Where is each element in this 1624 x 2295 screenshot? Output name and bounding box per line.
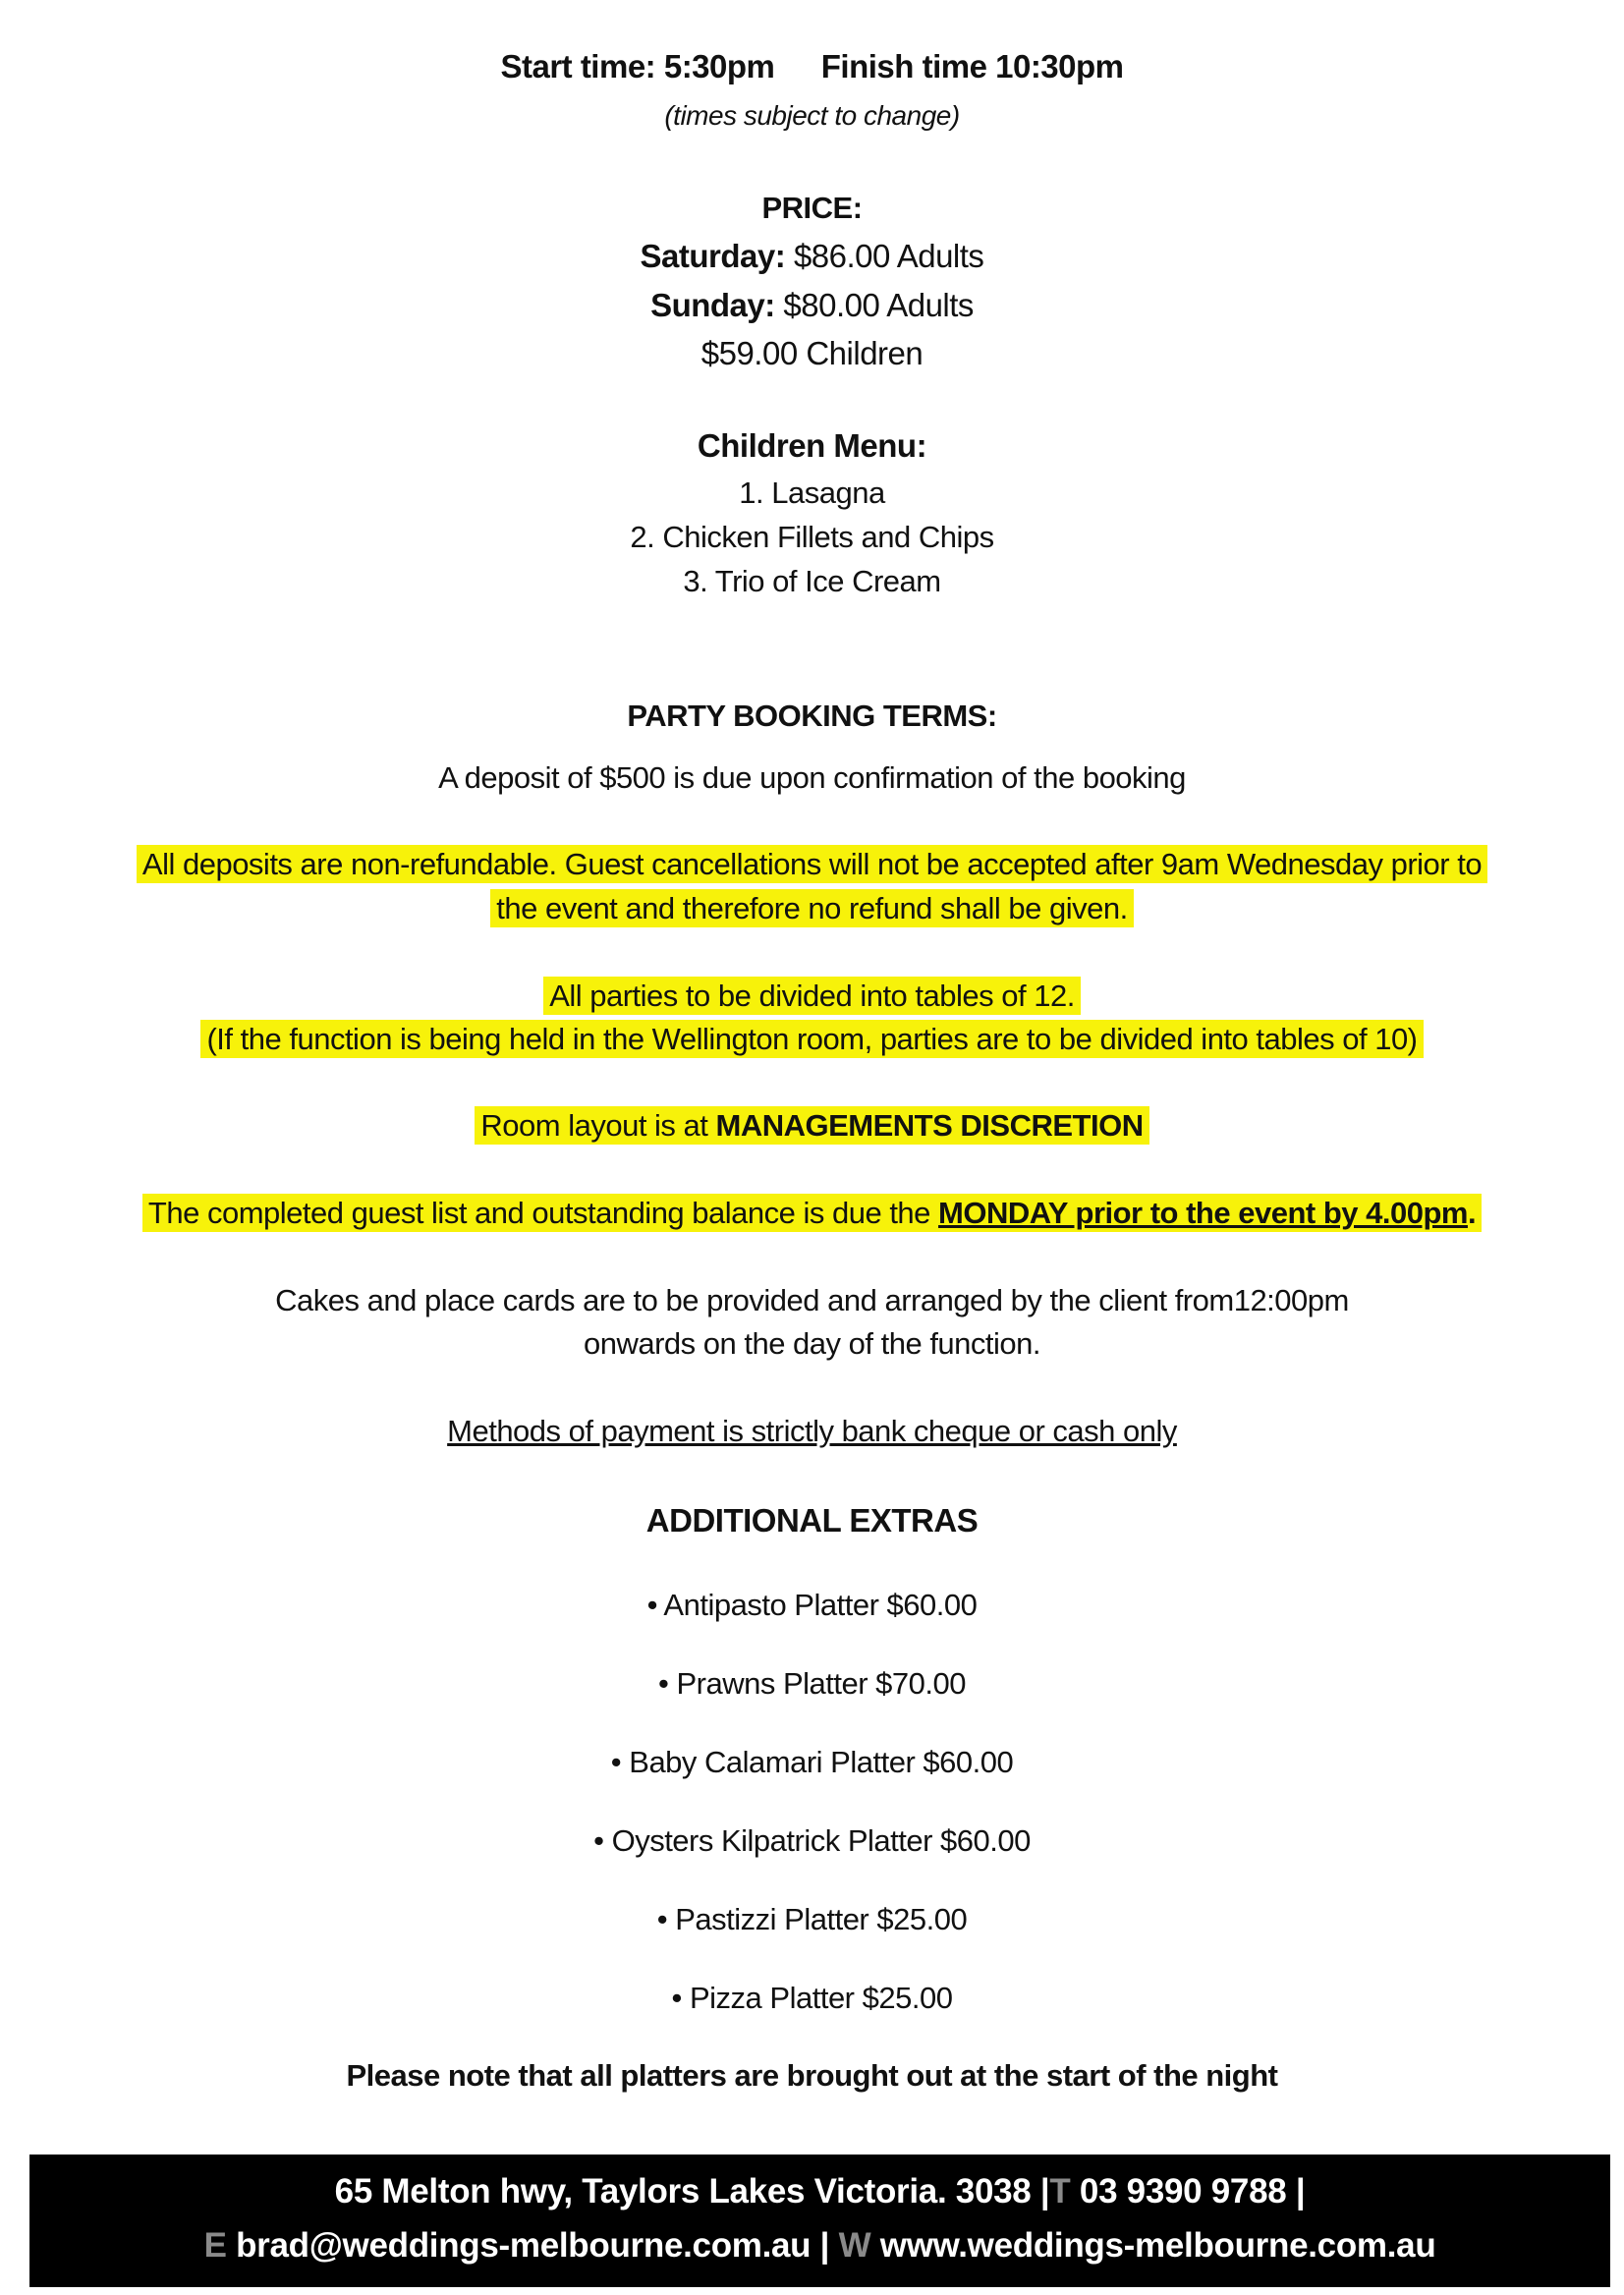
- footer-w-label: W: [838, 2226, 871, 2265]
- extras-item: • Pizza Platter $25.00: [671, 1981, 953, 2015]
- extras-heading: ADDITIONAL EXTRAS: [645, 1502, 979, 1539]
- refund-text-2: the event and therefore no refund shall be given.: [490, 889, 1133, 927]
- start-time-value: 5:30pm: [663, 48, 775, 84]
- footer-t-label: T: [1049, 2172, 1071, 2211]
- footer-address: 65 Melton hwy, Taylors Lakes Victoria. 3038 |: [334, 2172, 1050, 2211]
- layout-line: [0, 1104, 1624, 1148]
- tables-text-1: All parties to be divided into tables of 12.: [543, 977, 1081, 1015]
- extras-item: • Pastizzi Platter $25.00: [656, 1902, 968, 1936]
- refund-line-2: [0, 887, 1624, 930]
- finish-time-value: 10:30pm: [995, 48, 1124, 84]
- guestlist-bold: MONDAY prior to the event by 4.00pm: [938, 1196, 1468, 1230]
- tables-line-2: [0, 1018, 1624, 1061]
- footer-e-label: E: [203, 2226, 227, 2265]
- refund-text-1: All deposits are non-refundable. Guest cancellations will not be accepted after 9am Wednesday prior to: [137, 845, 1487, 883]
- deposit-text: A deposit of $500 is due upon confirmation of the booking: [438, 760, 1186, 795]
- cakes-line-1: Cakes and place cards are to be provided and arranged by the client from12:00pm: [275, 1283, 1349, 1317]
- saturday-value: $86.00 Adults: [793, 238, 984, 274]
- terms-heading: PARTY BOOKING TERMS:: [627, 699, 997, 733]
- start-time-label: Start time:: [500, 48, 656, 84]
- footer-line-2: [29, 2221, 1610, 2270]
- guestlist-line: [0, 1192, 1624, 1235]
- extras-item: • Antipasto Platter $60.00: [646, 1588, 978, 1622]
- sunday-price: [0, 284, 1624, 327]
- times-line: [0, 45, 1624, 88]
- footer-bar: [29, 2155, 1610, 2287]
- children-menu-item: 1. Lasagna: [739, 476, 885, 510]
- extras-item: • Oysters Kilpatrick Platter $60.00: [593, 1823, 1031, 1858]
- children-menu-heading: Children Menu:: [697, 427, 927, 464]
- price-heading: PRICE:: [761, 191, 863, 225]
- layout-highlight: [475, 1106, 1148, 1145]
- saturday-price: [0, 235, 1624, 278]
- refund-line-1: [0, 843, 1624, 886]
- footer-line-1: [29, 2167, 1610, 2216]
- saturday-label: Saturday:: [640, 238, 786, 274]
- footer-email[interactable]: brad@weddings-melbourne.com.au |: [226, 2226, 839, 2265]
- extras-note: Please note that all platters are brought out at the start of the night: [346, 2058, 1278, 2093]
- guestlist-suffix: .: [1467, 1196, 1477, 1230]
- children-menu-item: 3. Trio of Ice Cream: [683, 564, 941, 598]
- tables-line-1: [0, 975, 1624, 1018]
- guestlist-highlight: [142, 1194, 1482, 1232]
- footer-phone[interactable]: 03 9390 9788 |: [1070, 2172, 1306, 2211]
- cakes-line-2: onwards on the day of the function.: [583, 1326, 1041, 1361]
- extras-item: • Prawns Platter $70.00: [658, 1666, 966, 1701]
- children-price: $59.00 Children: [700, 335, 924, 371]
- layout-prefix: Room layout is at: [480, 1108, 716, 1143]
- footer-website[interactable]: www.weddings-melbourne.com.au: [870, 2226, 1436, 2265]
- sunday-label: Sunday:: [650, 287, 775, 323]
- children-menu-item: 2. Chicken Fillets and Chips: [630, 520, 994, 554]
- finish-time-label: Finish time: [820, 48, 987, 84]
- times-note: (times subject to change): [664, 100, 960, 131]
- layout-bold: MANAGEMENTS DISCRETION: [715, 1108, 1144, 1143]
- tables-text-2: (If the function is being held in the Wellington room, parties are to be divided into tables of 10): [200, 1020, 1423, 1058]
- sunday-value: $80.00 Adults: [783, 287, 974, 323]
- extras-item: • Baby Calamari Platter $60.00: [610, 1745, 1014, 1779]
- guestlist-prefix: The completed guest list and outstanding balance is due the: [147, 1196, 939, 1230]
- payment-text: Methods of payment is strictly bank cheque or cash only: [447, 1414, 1177, 1448]
